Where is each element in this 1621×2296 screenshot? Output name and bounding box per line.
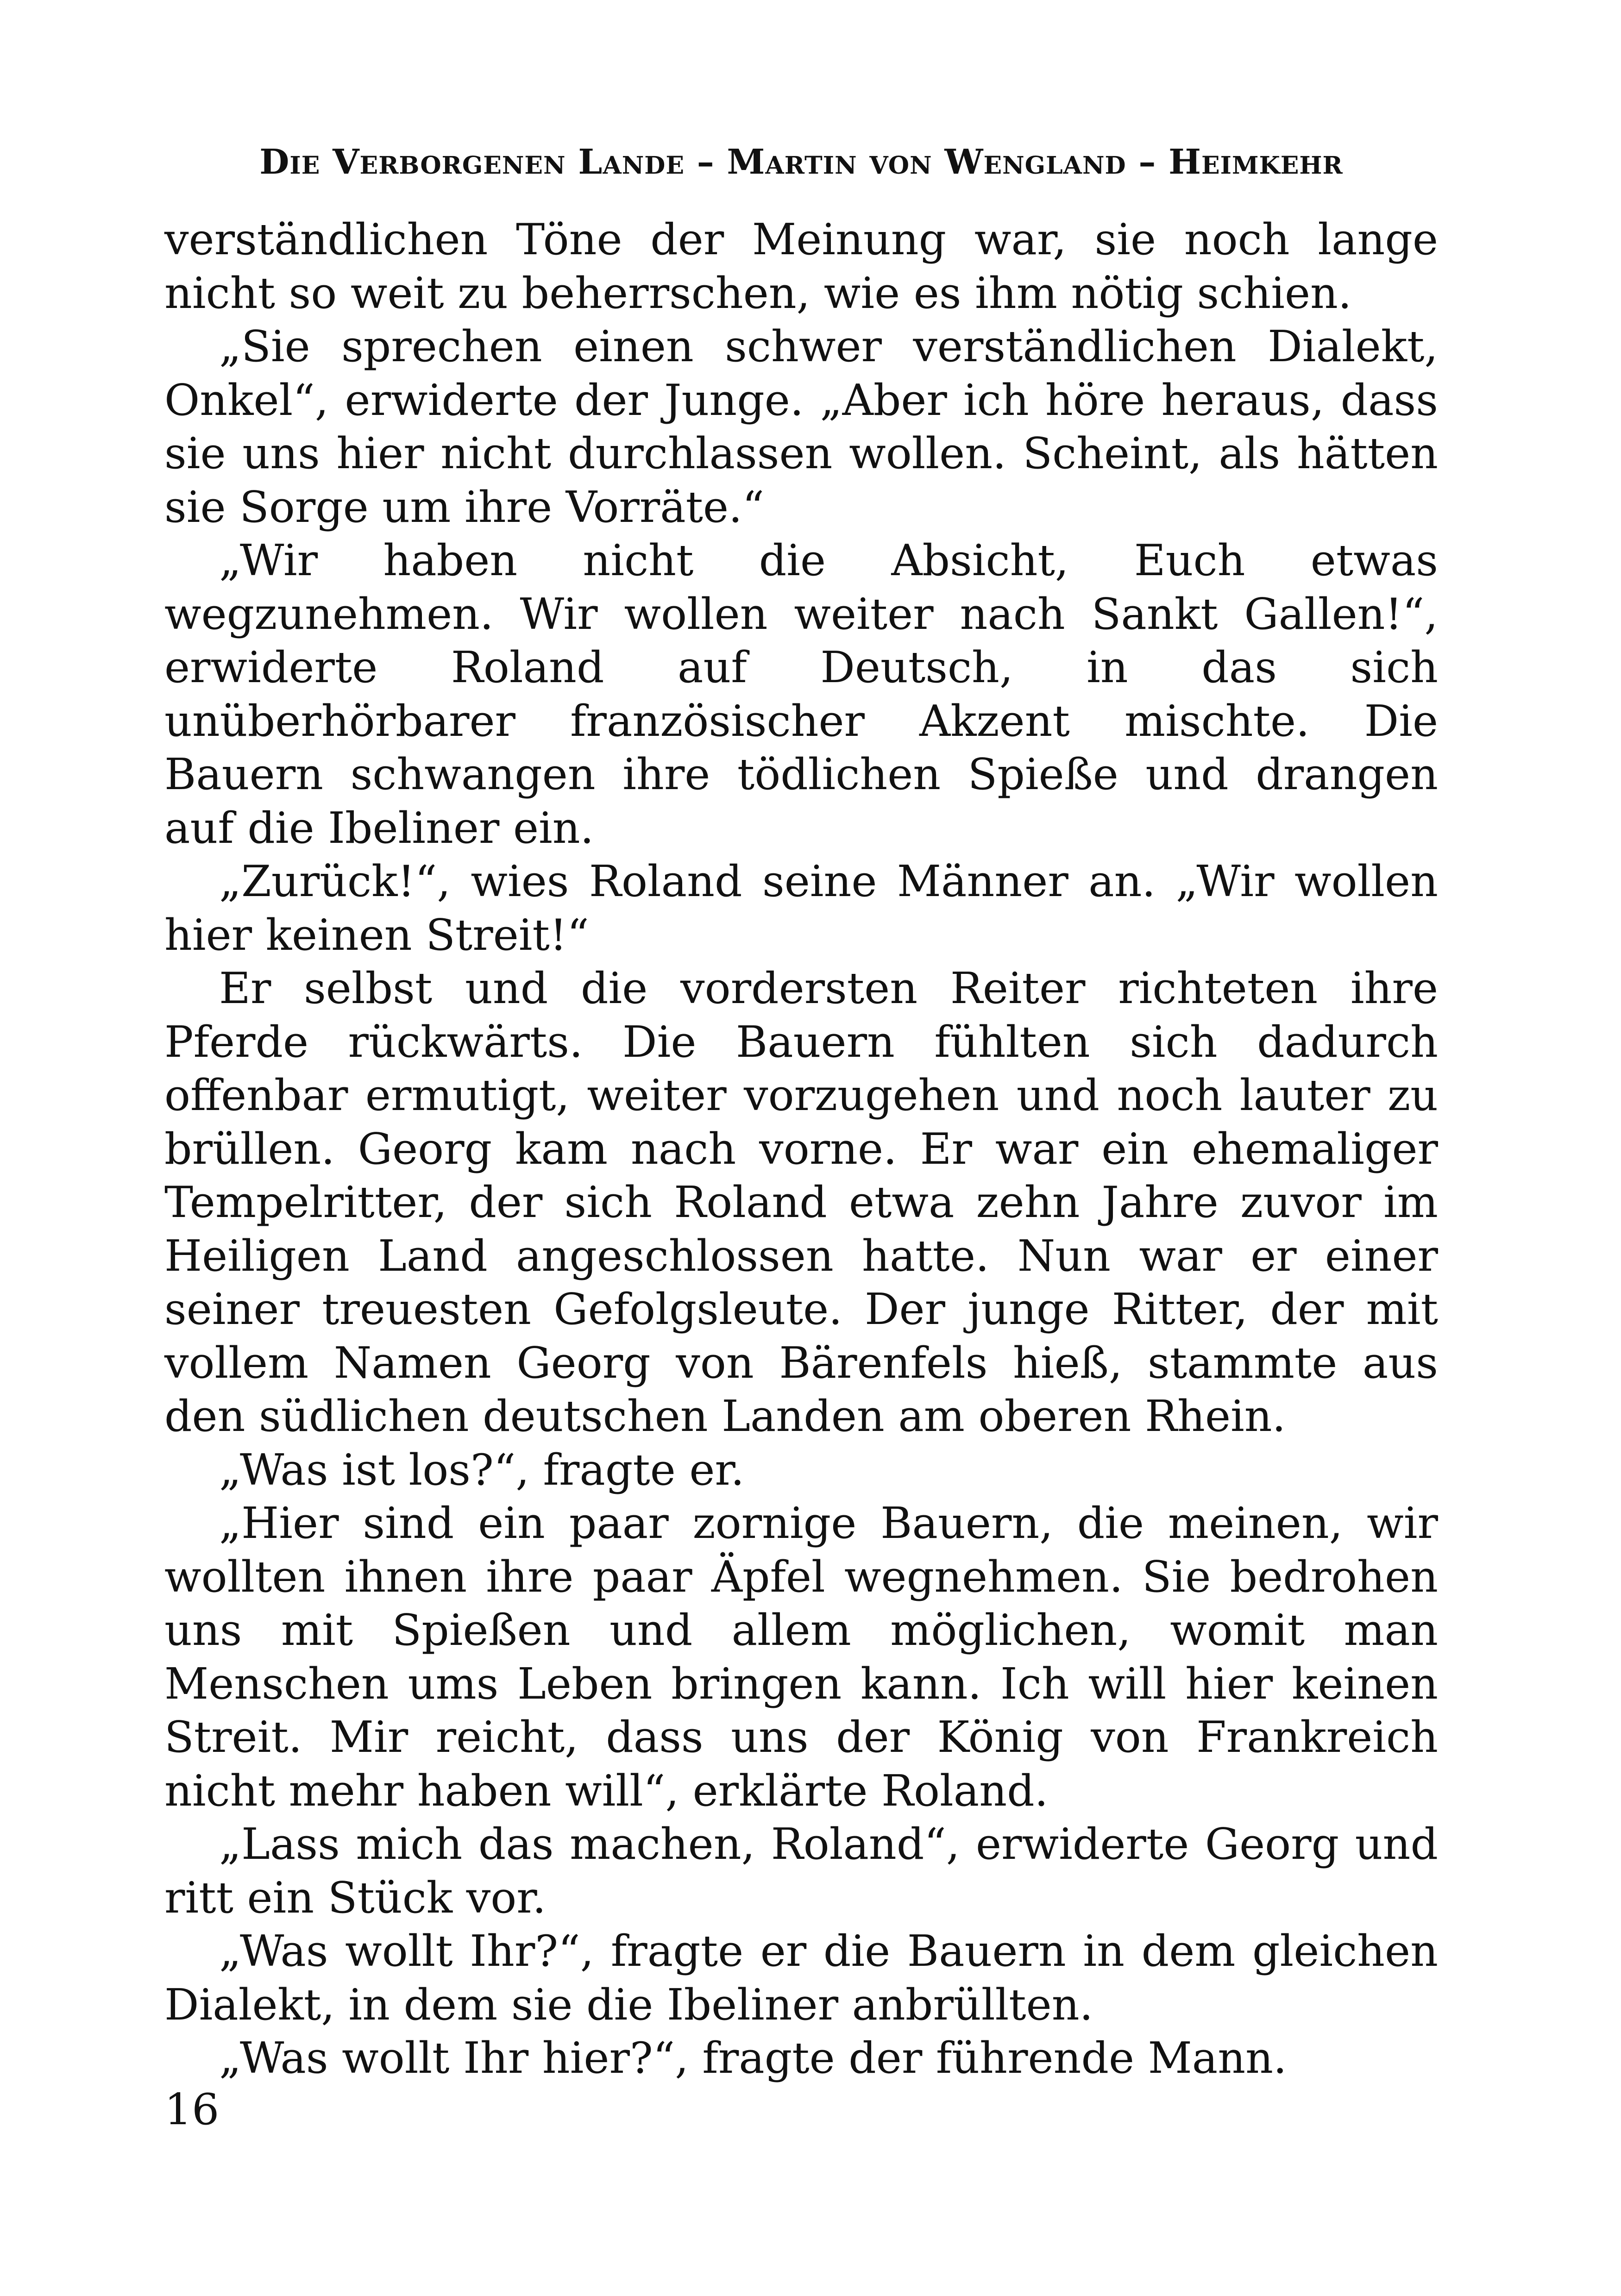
paragraph: Er selbst und die vordersten Reiter richteten ihre Pferde rückwärts. Die Bauern fühlten sich dadurch offenbar ermutigt, weiter vorzugehen und noch lauter zu brüllen. Georg kam nach vorne. Er war ein ehemaliger Tempelritter, der sich Roland etwa zehn Jahre zuvor im Heiligen Land angeschlossen hatte. Nun war er einer seiner treuesten Gefolgsleute. Der junge Ritter, der mit vollem Namen Georg von Bärenfels hieß, stammte aus den südlichen deutschen Landen am oberen Rhein.: [164, 963, 1438, 1441]
paragraph: verständlichen Töne der Meinung war, sie noch lange nicht so weit zu beherrschen, wie es ihm nötig schien.: [164, 214, 1438, 318]
paragraph: „Zurück!“, wies Roland seine Männer an. „Wir wollen hier keinen Streit!“: [164, 856, 1438, 960]
paragraph: „Was wollt Ihr hier?“, fragte der führende Mann.: [219, 2033, 1287, 2083]
paragraph: „Lass mich das machen, Roland“, erwiderte Georg und ritt ein Stück vor.: [164, 1819, 1438, 1923]
paragraph: „Wir haben nicht die Absicht, Euch etwas wegzunehmen. Wir wollen weiter nach Sankt Gallen!“, erwiderte Roland auf Deutsch, in das sich unüberhörbarer französischer Akzent mischte. Die Bauern schwangen ihre tödlichen Spieße und drangen auf die Ibeliner ein.: [164, 535, 1438, 853]
page-number: 16: [164, 2084, 220, 2134]
paragraph: „Sie sprechen einen schwer verständlichen Dialekt, Onkel“, erwiderte der Junge. „Aber ich höre heraus, dass sie uns hier nicht durchlassen wollen. Scheint, als hätten sie Sorge um ihre Vorräte.“: [164, 321, 1438, 532]
paragraph: „Was ist los?“, fragte er.: [219, 1444, 745, 1495]
body-text: [164, 213, 1438, 2085]
running-header: Die Verborgenen Lande – Martin von Wengland – Heimkehr: [259, 142, 1343, 182]
paragraph: „Hier sind ein paar zornige Bauern, die meinen, wir wollten ihnen ihre paar Äpfel wegnehmen. Sie bedrohen uns mit Spießen und allem möglichen, womit man Menschen ums Leben bringen kann. Ich will hier keinen Streit. Mir reicht, dass uns der König von Frankreich nicht mehr haben will“, erklärte Roland.: [164, 1498, 1438, 1816]
paragraph: „Was wollt Ihr?“, fragte er die Bauern in dem gleichen Dialekt, in dem sie die Ibeliner anbrüllten.: [164, 1926, 1438, 2030]
